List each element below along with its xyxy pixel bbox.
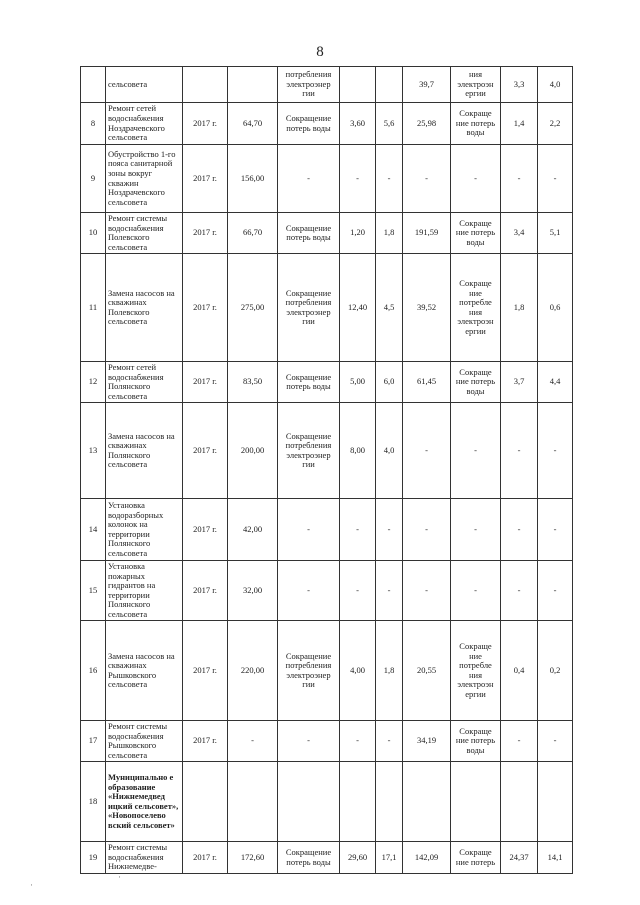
- effect-cell: Сокращение потерь воды: [278, 362, 340, 403]
- value1-cell: 4,00: [340, 621, 376, 721]
- table-row: [81, 67, 573, 103]
- effect2-cell: Сокраще ние потерь воды: [451, 213, 501, 254]
- cost-cell: 83,50: [228, 362, 278, 403]
- cost-cell: -: [228, 721, 278, 762]
- value4-cell: 24,37: [501, 842, 538, 874]
- measure-name: Ремонт сетей водоснабжения Полянского сельсовета: [106, 362, 183, 403]
- effect2-cell: Сокраще ние потерь: [451, 842, 501, 874]
- measures-table: [80, 66, 573, 874]
- year-cell: 2017 г.: [183, 403, 228, 499]
- effect-cell: Сокращение потерь воды: [278, 213, 340, 254]
- value5-cell: 0,2: [538, 621, 573, 721]
- value5-cell: -: [538, 561, 573, 621]
- value1-cell: 8,00: [340, 403, 376, 499]
- value2-cell: -: [376, 561, 403, 621]
- year-cell: 2017 г.: [183, 103, 228, 145]
- cost-cell: 200,00: [228, 403, 278, 499]
- row-number: 18: [81, 762, 106, 842]
- year-cell: 2017 г.: [183, 842, 228, 874]
- measure-name: Замена насосов на скважинах Рышковского сельсовета: [106, 621, 183, 721]
- value2-cell: 4,5: [376, 254, 403, 362]
- effect-cell: -: [278, 721, 340, 762]
- effect2-cell: Сокраще ние потерь воды: [451, 103, 501, 145]
- row-number: 19: [81, 842, 106, 874]
- value4-cell: 3,7: [501, 362, 538, 403]
- table-row: [81, 561, 573, 621]
- year-cell: 2017 г.: [183, 362, 228, 403]
- value2-cell: [376, 67, 403, 103]
- table-row: [81, 721, 573, 762]
- value4-cell: -: [501, 145, 538, 213]
- value4-cell: 1,4: [501, 103, 538, 145]
- value2-cell: 5,6: [376, 103, 403, 145]
- value3-cell: 142,09: [403, 842, 451, 874]
- measure-name: Замена насосов на скважинах Полевского сельсовета: [106, 254, 183, 362]
- year-cell: 2017 г.: [183, 561, 228, 621]
- effect-cell: -: [278, 499, 340, 561]
- value3-cell: -: [403, 561, 451, 621]
- measure-name: Обустройство 1-го пояса санитарной зоны вокруг скважин Ноздрачевского сельсовета: [106, 145, 183, 213]
- value3-cell: 191,59: [403, 213, 451, 254]
- value5-cell: 0,6: [538, 254, 573, 362]
- effect2-cell: Сокраще ние потребле ния электроэн ергии: [451, 621, 501, 721]
- value1-cell: 12,40: [340, 254, 376, 362]
- effect2-cell: -: [451, 499, 501, 561]
- value2-cell: 1,8: [376, 621, 403, 721]
- value3-cell: -: [403, 145, 451, 213]
- value3-cell: 39,52: [403, 254, 451, 362]
- row-number: 15: [81, 561, 106, 621]
- value1-cell: -: [340, 145, 376, 213]
- cost-cell: 42,00: [228, 499, 278, 561]
- value4-cell: [501, 762, 538, 842]
- value4-cell: 3,4: [501, 213, 538, 254]
- value1-cell: 5,00: [340, 362, 376, 403]
- value5-cell: -: [538, 499, 573, 561]
- table-row: [81, 621, 573, 721]
- measure-name: Ремонт сетей водоснабжения Ноздрачевского сельсовета: [106, 103, 183, 145]
- value5-cell: 2,2: [538, 103, 573, 145]
- measure-name: Замена насосов на скважинах Полянского сельсовета: [106, 403, 183, 499]
- value5-cell: 14,1: [538, 842, 573, 874]
- value4-cell: 1,8: [501, 254, 538, 362]
- measure-name: сельсовета: [106, 67, 183, 103]
- measure-name: Ремонт системы водоснабжения Полевского сельсовета: [106, 213, 183, 254]
- row-number: 16: [81, 621, 106, 721]
- row-number: [81, 67, 106, 103]
- row-number: 17: [81, 721, 106, 762]
- value3-cell: [403, 762, 451, 842]
- year-cell: 2017 г.: [183, 721, 228, 762]
- value2-cell: [376, 762, 403, 842]
- measure-name: Ремонт системы водоснабжения Нижнемедве-: [106, 842, 183, 874]
- year-cell: 2017 г.: [183, 621, 228, 721]
- effect2-cell: [451, 762, 501, 842]
- effect-cell: Сокращение потребления электроэнер гии: [278, 254, 340, 362]
- effect-cell: потребления электроэнер гии: [278, 67, 340, 103]
- effect-cell: Сокращение потерь воды: [278, 842, 340, 874]
- value4-cell: -: [501, 721, 538, 762]
- year-cell: 2017 г.: [183, 254, 228, 362]
- row-number: 13: [81, 403, 106, 499]
- value2-cell: -: [376, 145, 403, 213]
- value1-cell: [340, 67, 376, 103]
- year-cell: [183, 67, 228, 103]
- measure-name: Установка пожарных гидрантов на территории Полянского сельсовета: [106, 561, 183, 621]
- value2-cell: -: [376, 499, 403, 561]
- cost-cell: 64,70: [228, 103, 278, 145]
- value4-cell: -: [501, 499, 538, 561]
- value3-cell: 61,45: [403, 362, 451, 403]
- value2-cell: 4,0: [376, 403, 403, 499]
- effect-cell: Сокращение потерь воды: [278, 103, 340, 145]
- row-number: 12: [81, 362, 106, 403]
- value2-cell: 1,8: [376, 213, 403, 254]
- row-number: 14: [81, 499, 106, 561]
- effect2-cell: Сокраще ние потребле ния электроэн ергии: [451, 254, 501, 362]
- cost-cell: 172,60: [228, 842, 278, 874]
- value5-cell: 5,1: [538, 213, 573, 254]
- value1-cell: [340, 762, 376, 842]
- effect2-cell: -: [451, 145, 501, 213]
- measure-name: Установка водоразборных колонок на территории Полянского сельсовета: [106, 499, 183, 561]
- table-row: [81, 762, 573, 842]
- value3-cell: 39,7: [403, 67, 451, 103]
- value2-cell: 17,1: [376, 842, 403, 874]
- value1-cell: 3,60: [340, 103, 376, 145]
- effect-cell: Сокращение потребления электроэнер гии: [278, 403, 340, 499]
- value1-cell: -: [340, 721, 376, 762]
- table-row: [81, 362, 573, 403]
- effect2-cell: Сокраще ние потерь воды: [451, 362, 501, 403]
- row-number: 10: [81, 213, 106, 254]
- value5-cell: 4,4: [538, 362, 573, 403]
- value4-cell: -: [501, 561, 538, 621]
- value3-cell: -: [403, 499, 451, 561]
- year-cell: 2017 г.: [183, 145, 228, 213]
- scan-mark: ·: [30, 880, 33, 890]
- value4-cell: -: [501, 403, 538, 499]
- value2-cell: 6,0: [376, 362, 403, 403]
- row-number: 8: [81, 103, 106, 145]
- effect2-cell: -: [451, 403, 501, 499]
- measure-name: Муниципально е образование «Нижнемедвед ицкий сельсовет», «Новопоселево вский сельсовет»: [106, 762, 183, 842]
- effect-cell: [278, 762, 340, 842]
- value5-cell: -: [538, 403, 573, 499]
- year-cell: [183, 762, 228, 842]
- value5-cell: [538, 762, 573, 842]
- cost-cell: 32,00: [228, 561, 278, 621]
- effect2-cell: ния электроэн ергии: [451, 67, 501, 103]
- cost-cell: 275,00: [228, 254, 278, 362]
- value3-cell: -: [403, 403, 451, 499]
- value4-cell: 0,4: [501, 621, 538, 721]
- value1-cell: -: [340, 499, 376, 561]
- year-cell: 2017 г.: [183, 499, 228, 561]
- row-number: 11: [81, 254, 106, 362]
- table-row: [81, 254, 573, 362]
- value2-cell: -: [376, 721, 403, 762]
- effect-cell: Сокращение потребления электроэнер гии: [278, 621, 340, 721]
- effect2-cell: -: [451, 561, 501, 621]
- cost-cell: [228, 762, 278, 842]
- table-row: [81, 145, 573, 213]
- value1-cell: -: [340, 561, 376, 621]
- cost-cell: 66,70: [228, 213, 278, 254]
- table-row: [81, 103, 573, 145]
- effect-cell: -: [278, 145, 340, 213]
- value5-cell: -: [538, 145, 573, 213]
- effect2-cell: Сокраще ние потерь воды: [451, 721, 501, 762]
- value1-cell: 1,20: [340, 213, 376, 254]
- effect-cell: -: [278, 561, 340, 621]
- value5-cell: 4,0: [538, 67, 573, 103]
- scan-mark: ·: [118, 872, 121, 882]
- page-number: 8: [316, 44, 324, 60]
- value5-cell: -: [538, 721, 573, 762]
- table-row: [81, 213, 573, 254]
- cost-cell: 220,00: [228, 621, 278, 721]
- row-number: 9: [81, 145, 106, 213]
- value3-cell: 25,98: [403, 103, 451, 145]
- value4-cell: 3,3: [501, 67, 538, 103]
- year-cell: 2017 г.: [183, 213, 228, 254]
- cost-cell: 156,00: [228, 145, 278, 213]
- value3-cell: 34,19: [403, 721, 451, 762]
- cost-cell: [228, 67, 278, 103]
- table-row: [81, 403, 573, 499]
- value1-cell: 29,60: [340, 842, 376, 874]
- table-row: [81, 842, 573, 874]
- value3-cell: 20,55: [403, 621, 451, 721]
- table-row: [81, 499, 573, 561]
- measure-name: Ремонт системы водоснабжения Рышковского сельсовета: [106, 721, 183, 762]
